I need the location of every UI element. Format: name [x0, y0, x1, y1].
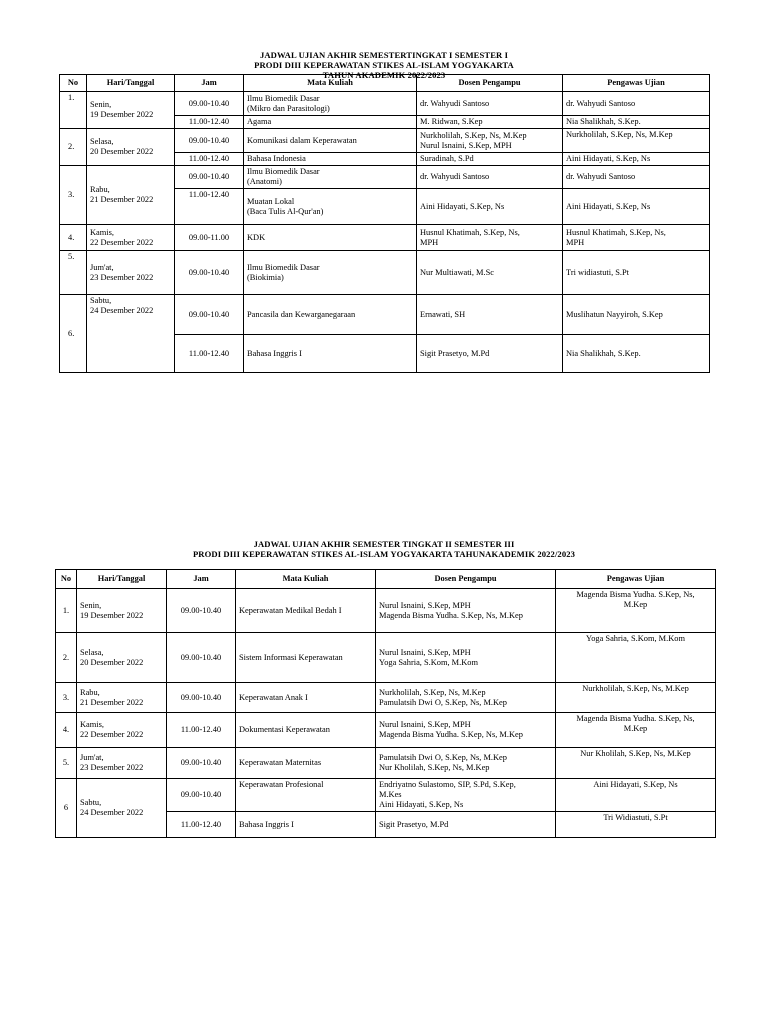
course [244, 166, 417, 189]
course: Bahasa Inggris I [236, 812, 376, 838]
time: 09.00-10.40 [175, 129, 244, 153]
date: 19 Desember 2022 [90, 110, 154, 119]
header-time: Jam [167, 570, 236, 589]
date: 22 Desember 2022 [90, 237, 154, 247]
table-header-row [60, 75, 710, 92]
time: 09.00-10.40 [167, 779, 236, 812]
lecturer [417, 129, 563, 153]
header-lecturer: Dosen Pengampu [376, 570, 556, 589]
table-row [60, 129, 710, 153]
table-row [60, 295, 710, 335]
row-day-date [77, 683, 167, 713]
row-number: 3. [60, 166, 87, 225]
lecturer-line: Nurul Isnaini, S.Kep, MPH [379, 720, 471, 729]
supervisor: Nur Kholilah, S.Kep, Ns, M.Kep [556, 748, 716, 779]
date: 21 Desember 2022 [80, 697, 144, 707]
lecturer-line: Aini Hidayati, S.Kep, Ns [379, 800, 464, 809]
lecturer-line: Nur Kholilah, S.Kep, Ns, M.Kep [379, 763, 490, 772]
supervisor: Nia Shalikhah, S.Kep. [563, 116, 710, 129]
row-number: 5. [56, 748, 77, 779]
course-line: (Biokimia) [247, 272, 284, 282]
row-day-date [77, 589, 167, 633]
time: 11.00-12.40 [175, 153, 244, 166]
row-number: 4. [60, 225, 87, 251]
lecturer [376, 713, 556, 748]
date: 20 Desember 2022 [80, 657, 144, 667]
day: Senin, [90, 100, 112, 109]
time: 09.00-10.40 [175, 166, 244, 189]
time: 11.00-12.40 [175, 335, 244, 373]
schedule-2-title [0, 539, 768, 559]
supervisor: Nia Shalikhah, S.Kep. [563, 335, 710, 373]
table-row [60, 251, 710, 295]
lecturer-line: Endriyatno Sulastomo, SIP, S.Pd, S.Kep, [379, 780, 516, 789]
supervisor-line: Magenda Bisma Yudha. S.Kep, Ns, [576, 590, 695, 599]
course: Komunikasi dalam Keperawatan [244, 129, 417, 153]
lecturer: Ernawati, SH [417, 295, 563, 335]
lecturer-line: Husnul Khatimah, S.Kep, Ns, [420, 227, 520, 237]
day: Senin, [80, 600, 102, 610]
supervisor-line: MPH [566, 237, 585, 247]
header-supervisor: Pengawas Ujian [563, 75, 710, 92]
row-number: 1. [56, 589, 77, 633]
lecturer-line: Magenda Bisma Yudha. S.Kep, Ns, M.Kep [379, 610, 523, 620]
header-no: No [56, 570, 77, 589]
course [244, 189, 417, 225]
row-number: 5. [60, 251, 87, 295]
lecturer: Sigit Prasetyo, M.Pd [417, 335, 563, 373]
day: Sabtu, [80, 798, 102, 807]
lecturer: M. Ridwan, S.Kep [417, 116, 563, 129]
course: Agama [244, 116, 417, 129]
row-day-date [77, 748, 167, 779]
day: Kamis, [80, 720, 104, 729]
course [244, 92, 417, 116]
row-number: 6. [60, 295, 87, 373]
course [244, 251, 417, 295]
course: Keperawatan Maternitas [236, 748, 376, 779]
course-line: Ilmu Biomedik Dasar [247, 262, 320, 272]
supervisor: Tri widiastuti, S.Pt [563, 251, 710, 295]
time: 09.00-10.40 [175, 92, 244, 116]
schedule-2-title-line: PRODI DIII KEPERAWATAN STIKES AL-ISLAM YOGYAKARTA TAHUNAKADEMIK 2022/2023 [192, 549, 576, 559]
day: Jum'at, [90, 262, 114, 272]
time: 09.00-10.40 [175, 295, 244, 335]
time: 09.00-10.40 [167, 683, 236, 713]
schedule-2-table [55, 569, 716, 838]
row-number: 2. [60, 129, 87, 166]
course: Keperawatan Profesional [236, 779, 376, 812]
lecturer-line: Magenda Bisma Yudha. S.Kep, Ns, M.Kep [379, 730, 523, 739]
date: 20 Desember 2022 [90, 147, 154, 156]
time: 11.00-12.40 [167, 713, 236, 748]
time: 09.00-11.00 [175, 225, 244, 251]
row-day-date [87, 251, 175, 295]
row-day-date [77, 633, 167, 683]
lecturer: Suradinah, S.Pd [417, 153, 563, 166]
lecturer: Sigit Prasetyo, M.Pd [376, 812, 556, 838]
lecturer [376, 683, 556, 713]
supervisor-line: Magenda Bisma Yudha. S.Kep, Ns, [576, 714, 695, 723]
lecturer: dr. Wahyudi Santoso [417, 92, 563, 116]
supervisor-line: M.Kep [623, 724, 648, 733]
time: 09.00-10.40 [167, 633, 236, 683]
supervisor: Aini Hidayati, S.Kep, Ns [563, 153, 710, 166]
supervisor: Yoga Sahria, S.Kom, M.Kom [556, 633, 716, 683]
table-row [56, 713, 716, 748]
day: Sabtu, [90, 296, 112, 305]
lecturer: Aini Hidayati, S.Kep, Ns [417, 189, 563, 225]
time: 11.00-12.40 [175, 116, 244, 129]
supervisor: Nurkholilah, S.Kep, Ns, M.Kep [563, 129, 710, 153]
lecturer-line: MPH [420, 237, 439, 247]
row-number: 6 [56, 779, 77, 838]
lecturer [376, 589, 556, 633]
supervisor [556, 589, 716, 633]
table-row [60, 225, 710, 251]
row-day-date [87, 92, 175, 129]
schedule-1-title-line: TAHUN AKADEMIK 2022/2023 [322, 70, 446, 80]
lecturer [376, 779, 556, 812]
time: 11.00-12.40 [175, 189, 244, 225]
table-row [56, 589, 716, 633]
table-row [56, 748, 716, 779]
lecturer-line: Nurkholilah, S.Kep, Ns, M.Kep [379, 687, 486, 697]
date: 21 Desember 2022 [90, 195, 154, 204]
supervisor: Aini Hidayati, S.Kep, Ns [556, 779, 716, 812]
table-row [56, 683, 716, 713]
day: Kamis, [90, 227, 114, 237]
date: 23 Desember 2022 [80, 763, 144, 772]
day: Jum'at, [80, 753, 104, 762]
schedule-1-table [59, 74, 710, 373]
course: Bahasa Inggris I [244, 335, 417, 373]
row-number: 3. [56, 683, 77, 713]
table-row [60, 166, 710, 189]
course: Sistem Informasi Keperawatan [236, 633, 376, 683]
course: Keperawatan Medikal Bedah I [236, 589, 376, 633]
course-line: Ilmu Biomedik Dasar [247, 167, 320, 176]
row-day-date [77, 713, 167, 748]
supervisor: dr. Wahyudi Santoso [563, 166, 710, 189]
day: Selasa, [90, 137, 114, 146]
supervisor: Muslihatun Nayyiroh, S.Kep [563, 295, 710, 335]
supervisor [556, 713, 716, 748]
lecturer [376, 748, 556, 779]
row-number: 2. [56, 633, 77, 683]
table-row [56, 633, 716, 683]
day: Rabu, [80, 687, 100, 697]
course-line: Ilmu Biomedik Dasar [247, 93, 320, 103]
lecturer-line: Nurul Isnaini, S.Kep, MPH [420, 140, 512, 150]
date: 24 Desember 2022 [80, 808, 144, 817]
row-day-date [87, 295, 175, 373]
header-no: No [60, 75, 87, 92]
course: Pancasila dan Kewarganegaraan [244, 295, 417, 335]
schedule-1-title-line: JADWAL UJIAN AKHIR SEMESTERTINGKAT I SEMESTER I [259, 50, 509, 60]
supervisor: Aini Hidayati, S.Kep, Ns [563, 189, 710, 225]
header-day-date: Hari/Tanggal [87, 75, 175, 92]
supervisor: Tri Widiastuti, S.Pt [556, 812, 716, 838]
lecturer-line: Nurul Isnaini, S.Kep, MPH [379, 647, 471, 657]
lecturer-line: Pamulatsih Dwi O, S.Kep, Ns, M.Kep [379, 697, 507, 707]
schedule-1-title-line: PRODI DIII KEPERAWATAN STIKES AL-ISLAM YOGYAKARTA [254, 60, 514, 70]
row-number: 1. [60, 92, 87, 129]
table-row [60, 92, 710, 116]
date: 24 Desember 2022 [90, 306, 154, 315]
lecturer-line: Pamulatsih Dwi O, S.Kep, Ns, M.Kep [379, 753, 507, 762]
lecturer-line: M.Kes [379, 790, 402, 799]
date: 19 Desember 2022 [80, 610, 144, 620]
table-row [56, 779, 716, 812]
date: 22 Desember 2022 [80, 730, 144, 739]
supervisor: dr. Wahyudi Santoso [563, 92, 710, 116]
supervisor [563, 225, 710, 251]
lecturer [417, 225, 563, 251]
supervisor-line: M.Kep [623, 600, 648, 609]
row-day-date [87, 225, 175, 251]
header-day-date: Hari/Tanggal [77, 570, 167, 589]
header-lecturer: Dosen Pengampu [417, 75, 563, 92]
course: Dokumentasi Keperawatan [236, 713, 376, 748]
course: Keperawatan Anak I [236, 683, 376, 713]
table-header-row [56, 570, 716, 589]
row-day-date [87, 166, 175, 225]
day: Selasa, [80, 647, 104, 657]
lecturer: dr. Wahyudi Santoso [417, 166, 563, 189]
course: KDK [244, 225, 417, 251]
supervisor-line: Husnul Khatimah, S.Kep, Ns, [566, 227, 666, 237]
lecturer-line: Yoga Sahria, S.Kom, M.Kom [379, 657, 478, 667]
row-day-date [77, 779, 167, 838]
schedule-2-title-line: JADWAL UJIAN AKHIR SEMESTER TINGKAT II SEMESTER III [253, 539, 515, 549]
header-course: Mata Kuliah [244, 75, 417, 92]
lecturer-line: Nurkholilah, S.Kep, Ns, M.Kep [420, 130, 527, 140]
lecturer-line: Nurul Isnaini, S.Kep, MPH [379, 600, 471, 610]
course-line: (Mikro dan Parasitologi) [247, 103, 330, 113]
course-line: (Baca Tulis Al-Qur'an) [247, 206, 324, 216]
time: 11.00-12.40 [167, 812, 236, 838]
date: 23 Desember 2022 [90, 272, 154, 282]
time: 09.00-10.40 [167, 589, 236, 633]
supervisor: Nurkholilah, S.Kep, Ns, M.Kep [556, 683, 716, 713]
lecturer [376, 633, 556, 683]
row-day-date [87, 129, 175, 166]
day: Rabu, [90, 185, 110, 194]
row-number: 4. [56, 713, 77, 748]
time: 09.00-10.40 [175, 251, 244, 295]
time: 09.00-10.40 [167, 748, 236, 779]
lecturer: Nur Multiawati, M.Sc [417, 251, 563, 295]
course-line: (Anatomi) [247, 177, 282, 186]
header-supervisor: Pengawas Ujian [556, 570, 716, 589]
header-time: Jam [175, 75, 244, 92]
header-course: Mata Kuliah [236, 570, 376, 589]
course-line: Muatan Lokal [247, 196, 295, 206]
course: Bahasa Indonesia [244, 153, 417, 166]
